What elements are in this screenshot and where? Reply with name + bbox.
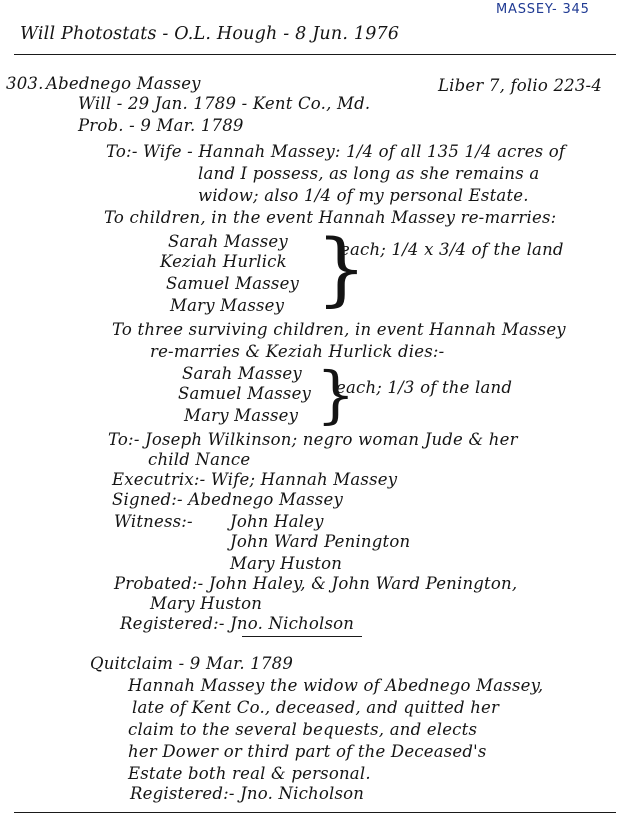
bequest-wife-line-1: To:- Wife - Hannah Massey: 1/4 of all 135 1/4 acres of [106,142,566,161]
survivors-line-2: re-marries & Keziah Hurlick dies:- [150,342,445,361]
quitclaim-line: Estate both real & personal. [128,764,371,783]
witness-name: John Ward Penington [230,532,411,551]
group1-share: each; 1/4 x 3/4 of the land [340,240,564,259]
witness-label: Witness:- [114,512,193,531]
children-intro: To children, in the event Hannah Massey re-marries: [104,208,557,227]
liber-reference: Liber 7, folio 223-4 [438,76,603,95]
executrix: Executrix:- Wife; Hannah Massey [112,470,398,489]
witness-name: Mary Huston [230,554,343,573]
group1-child: Keziah Hurlick [160,252,287,271]
quitclaim-heading: Quitclaim - 9 Mar. 1789 [90,654,294,673]
signed: Signed:- Abednego Massey [112,490,343,509]
entry-number: 303. [6,74,44,93]
group2-brace: } [316,358,356,431]
survivors-line-1: To three surviving children, in event Hannah Massey [112,320,566,339]
group1-brace: } [316,222,367,315]
bequest-wife-line-3: widow; also 1/4 of my personal Estate. [198,186,529,205]
registered: Registered:- Jno. Nicholson [120,614,355,633]
witness-name: John Haley [230,512,324,531]
quitclaim-line: late of Kent Co., deceased, and quitted her [132,698,500,717]
quitclaim-line: claim to the several bequests, and elects [128,720,478,739]
will-date: Will - 29 Jan. 1789 - Kent Co., Md. [78,94,371,113]
header-rule [14,54,616,55]
quitclaim-line: her Dower or third part of the Deceased's [128,742,487,761]
quitclaim-registered: Registered:- Jno. Nicholson [130,784,365,803]
group1-child: Sarah Massey [168,232,288,251]
probated-line-1: Probated:- John Haley, & John Ward Penington, [114,574,518,593]
probated-line-2: Mary Huston [150,594,263,613]
group2-child: Sarah Massey [182,364,302,383]
group2-share: each; 1/3 of the land [336,378,513,397]
document-title: Will Photostats - O.L. Hough - 8 Jun. 1976 [20,24,400,44]
section-rule [242,636,362,637]
massey-tag: MASSEY- 345 [496,2,590,17]
group1-child: Mary Massey [170,296,285,315]
group2-child: Samuel Massey [178,384,312,403]
footer-rule [14,812,616,813]
quitclaim-line: Hannah Massey the widow of Abednego Massey, [128,676,544,695]
bequest-wilkinson-line-2: child Nance [148,450,251,469]
group2-child: Mary Massey [184,406,299,425]
probate-date: Prob. - 9 Mar. 1789 [78,116,244,135]
testator-name: Abednego Massey [46,74,201,93]
bequest-wife-line-2: land I possess, as long as she remains a [198,164,540,183]
bequest-wilkinson-line-1: To:- Joseph Wilkinson; negro woman Jude & her [108,430,518,449]
group1-child: Samuel Massey [166,274,300,293]
